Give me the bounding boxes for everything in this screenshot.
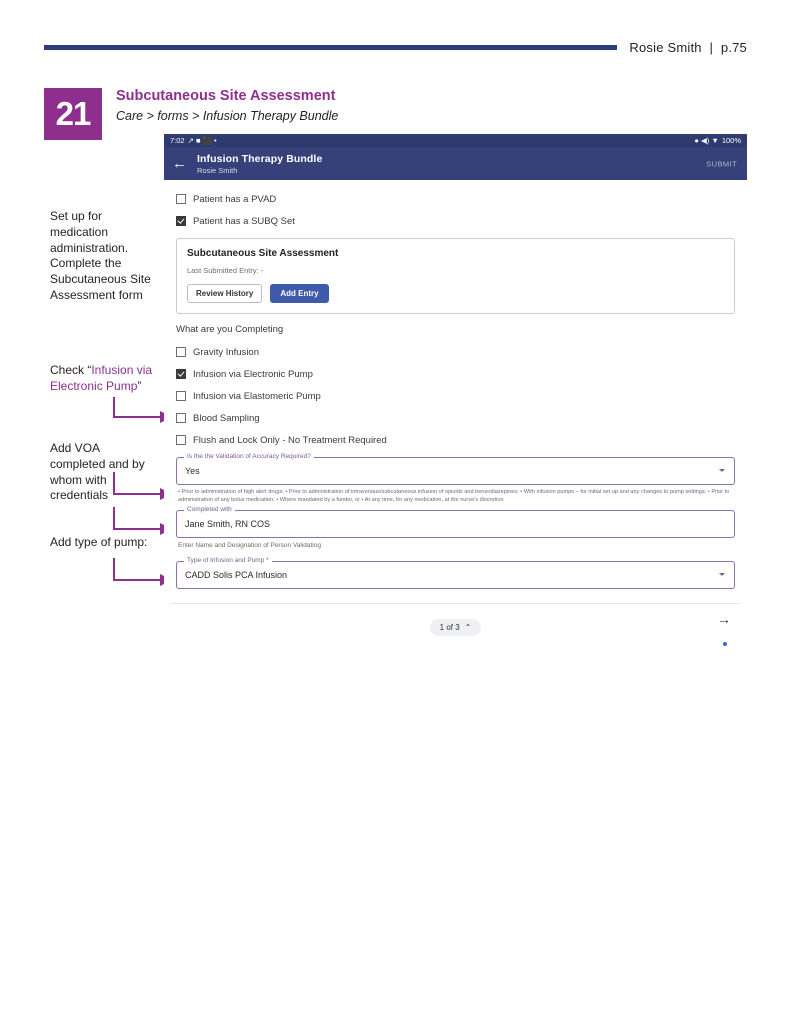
back-arrow-icon[interactable]: ←: [172, 155, 187, 172]
submit-button[interactable]: SUBMIT: [706, 159, 737, 168]
annotation-setup: Set up for medication administration. Complete the Subcutaneous Site Assessment form: [50, 209, 151, 303]
completed-with-value: Jane Smith, RN COS: [185, 519, 271, 530]
header-page-number: p.75: [720, 40, 747, 55]
review-history-button[interactable]: Review History: [187, 284, 262, 303]
completed-with-input[interactable]: [176, 506, 735, 538]
checkbox-flush-and-lock-label: Flush and Lock Only - No Treatment Required: [193, 434, 387, 446]
add-entry-button[interactable]: Add Entry: [270, 284, 328, 303]
app-screenshot: [164, 134, 747, 650]
header-rule: [44, 45, 617, 50]
pager-bar: [172, 603, 739, 640]
checkbox-row-pvad[interactable]: [172, 188, 739, 210]
checkbox-gravity-icon[interactable]: [176, 347, 186, 357]
chevron-up-icon: ⌃: [464, 622, 472, 632]
completed-with-label: Completed with: [184, 506, 235, 513]
checkbox-elastomeric-pump-icon[interactable]: [176, 391, 186, 401]
voa-required-select[interactable]: [176, 453, 735, 485]
form-body: [164, 180, 747, 650]
app-bar: [164, 147, 747, 180]
checkbox-row-elastomeric-pump[interactable]: [172, 385, 739, 407]
annotation-add-voa: Add VOA completed and by whom with credentials: [50, 441, 145, 503]
checkbox-flush-and-lock-icon[interactable]: [176, 435, 186, 445]
annotation-check-pump: [50, 363, 158, 395]
checkbox-gravity-label: Gravity Infusion: [193, 346, 259, 358]
status-dot: [723, 642, 727, 646]
app-bar-titles: [197, 153, 322, 175]
page-indicator-label: 1 of 3: [439, 622, 460, 632]
voa-required-label: Is the the Validation of Accuracy Required?: [184, 453, 314, 460]
pump-type-select[interactable]: [176, 557, 735, 589]
page-title: Subcutaneous Site Assessment: [116, 88, 336, 104]
status-bar: [164, 134, 747, 147]
app-bar-title: Infusion Therapy Bundle: [197, 152, 323, 165]
checkbox-elastomeric-pump-label: Infusion via Elastomeric Pump: [193, 390, 321, 402]
breadcrumb: Care > forms > Infusion Therapy Bundle: [116, 109, 339, 124]
checkbox-row-gravity[interactable]: [172, 341, 739, 363]
checkbox-subq-label: Patient has a SUBQ Set: [193, 215, 295, 227]
section-question: What are you Completing: [176, 324, 284, 335]
annotation-check-link: Infusion via Electronic Pump: [50, 363, 153, 393]
checkbox-electronic-pump-label: Infusion via Electronic Pump: [193, 368, 313, 380]
page-header: [44, 40, 747, 55]
checkbox-electronic-pump-icon[interactable]: [176, 369, 186, 379]
checkbox-row-blood-sampling[interactable]: [172, 407, 739, 429]
checkbox-blood-sampling-icon[interactable]: [176, 413, 186, 423]
app-bar-subtitle: Rosie Smith: [197, 165, 238, 175]
status-time: 7:02: [170, 136, 185, 145]
status-left-icons: ↗ ■ ⬛ •: [187, 136, 217, 145]
checkbox-pvad-icon[interactable]: [176, 194, 186, 204]
pump-type-value: CADD Solis PCA Infusion: [185, 570, 288, 581]
completed-with-helper: Enter Name and Designation of Person Validating: [178, 542, 321, 550]
title-block: [116, 88, 576, 123]
signal-icon: ● ◀) ▼: [694, 136, 719, 145]
header-author: Rosie Smith: [629, 40, 702, 55]
annotation-check-suffix: ”: [137, 378, 142, 393]
voa-required-value: Yes: [185, 466, 200, 476]
assessment-card-buttons: [187, 284, 724, 303]
checkbox-subq-icon[interactable]: [176, 216, 186, 226]
checkbox-row-flush-and-lock[interactable]: [172, 429, 739, 451]
header-separator: |: [709, 40, 714, 55]
pump-type-label: Type of Infusion and Pump *: [184, 557, 272, 564]
header-meta: [629, 40, 747, 55]
annotation-check-prefix: Check “: [50, 363, 92, 377]
page-indicator[interactable]: [430, 619, 482, 636]
assessment-card-title: Subcutaneous Site Assessment: [187, 248, 339, 259]
assessment-card: [176, 238, 735, 314]
checkbox-blood-sampling-label: Blood Sampling: [193, 412, 260, 424]
battery-label: 100%: [721, 136, 741, 145]
next-page-arrow-icon[interactable]: →: [717, 611, 731, 628]
status-bar-left: [170, 136, 217, 145]
voa-required-helper: • Prior to administration of high alert drugs; • Prior to administration of intravenous/subcutaneous infusion of opioids and benzodiazepines; • With infusion pumps – for initial set up and any changes to pump settings; • Prior to administration of any bolus medication; • Where mandated by a funder, or • At any time, for any medication, at the nurse's discretion: [178, 489, 730, 504]
checkbox-row-electronic-pump[interactable]: [172, 363, 739, 385]
annotation-add-pump-type: Add type of pump:: [50, 535, 148, 549]
checkbox-row-subq[interactable]: [172, 210, 739, 232]
checkbox-pvad-label: Patient has a PVAD: [193, 193, 277, 205]
assessment-last-submitted: Last Submitted Entry: -: [187, 266, 264, 275]
step-number-badge: 21: [44, 88, 102, 140]
status-bar-right: [694, 136, 741, 145]
